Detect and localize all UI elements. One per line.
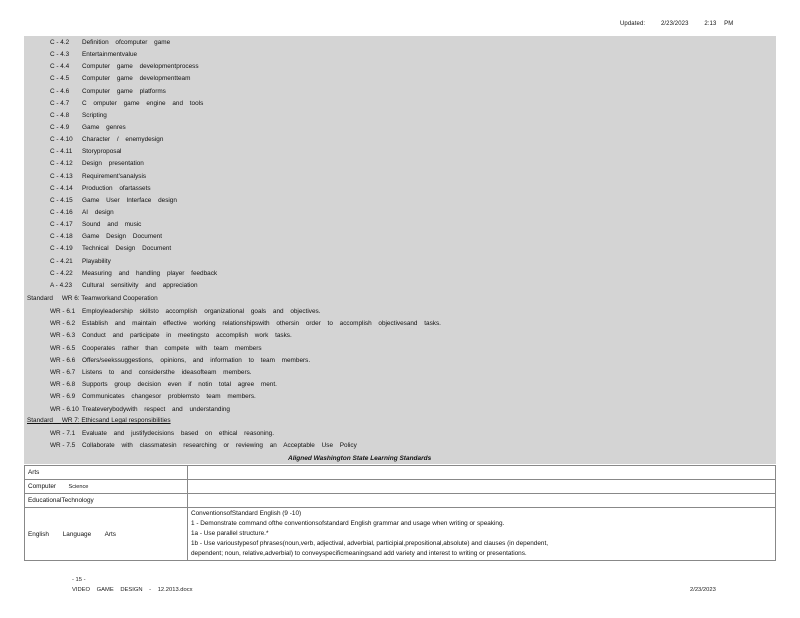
item-code: WR - 7.1 [50, 430, 76, 437]
item-code: WR - 6.5 [50, 344, 76, 352]
item-code: A - 4.23 [50, 281, 73, 289]
item-code: WR - 6.2 [50, 320, 76, 328]
list-item [42, 281, 198, 290]
item-code: C - 4.22 [50, 269, 73, 277]
updated-date: 2/23/2023 [660, 21, 689, 27]
list-item [42, 307, 321, 316]
subject-ela: English Language Arts [25, 508, 188, 561]
footer-document-name: VIDEO GAME DESIGN - 12.2013.docx [72, 587, 193, 593]
item-code: C - 4.17 [50, 221, 73, 229]
subject-edtech: EducationalTechnology [25, 494, 188, 508]
list-item [42, 368, 252, 377]
table-row [25, 466, 776, 480]
list-item [42, 184, 151, 193]
item-text: Sound and music [82, 221, 142, 229]
item-text: Cooperates rather than compete with team members [82, 344, 262, 352]
item-code: C - 4.12 [50, 160, 73, 168]
item-text: Game genres [82, 123, 126, 131]
list-item [42, 356, 310, 365]
item-text: Cultural sensitivity and appreciation [82, 281, 198, 289]
item-code: WR - 7.5 [50, 442, 76, 450]
list-item [42, 331, 292, 340]
item-code: C - 4.16 [50, 208, 73, 216]
item-code: WR - 6.9 [50, 393, 76, 401]
item-code: C - 4.6 [50, 87, 70, 95]
item-text: Measuring and handling player feedback [82, 269, 218, 277]
list-item [42, 196, 177, 205]
list-item [42, 123, 126, 132]
list-item [42, 50, 137, 59]
item-code: C - 4.14 [50, 184, 73, 192]
list-item [42, 159, 144, 168]
subject-cs-detail [188, 480, 776, 494]
item-code: C - 4.13 [50, 172, 73, 180]
item-text: Technical Design Document [82, 245, 172, 253]
list-item [42, 441, 357, 450]
standard-7-heading: Standard WR 7: Ethicsand Legal responsibilities [27, 417, 171, 424]
item-text: Playability [82, 257, 111, 265]
item-code: C - 4.19 [50, 245, 73, 253]
item-code: C - 4.7 [50, 99, 70, 107]
item-text: AI design [82, 208, 114, 216]
list-item [42, 269, 217, 278]
list-item [42, 380, 277, 389]
item-text: Production ofartassets [82, 184, 151, 192]
item-code: WR - 6.10 [50, 405, 79, 413]
subject-edtech-detail [188, 494, 776, 508]
list-item [42, 208, 114, 217]
ela-line: 1b - Use varioustypesof phrases(noun,verb, adjectival, adverbial, participial,prepositional,absolute) and clauses (in dependent, [191, 540, 549, 547]
item-text: Conduct and participate in meetingsto accomplish work tasks. [82, 332, 292, 340]
item-code: WR - 6.1 [50, 308, 76, 315]
list-item [42, 244, 171, 253]
item-code: C - 4.8 [50, 111, 70, 119]
item-code: C - 4.10 [50, 136, 73, 144]
list-item [42, 392, 256, 401]
list-item [42, 257, 111, 266]
ela-line: ConventionsofStandard English (9 -10) [191, 510, 302, 517]
list-item [42, 62, 199, 71]
list-item [42, 344, 262, 353]
updated-ampm: PM [724, 21, 734, 27]
item-text: Game Design Document [82, 233, 162, 241]
subjects-table [24, 465, 776, 561]
subject-arts-detail [188, 466, 776, 480]
list-item [42, 111, 107, 120]
item-text: Design presentation [82, 160, 144, 168]
item-code: WR - 6.6 [50, 356, 76, 364]
item-text: Evaluate and justifydecisions based on ethical reasoning. [82, 430, 275, 437]
item-code: C - 4.11 [50, 148, 73, 156]
item-code: C - 4.3 [50, 51, 70, 59]
subject-arts: Arts [25, 466, 188, 480]
item-text: Definition ofcomputer game [82, 39, 171, 46]
item-text: Computer game developmentprocess [82, 63, 199, 71]
item-text: Entertainmentvalue [82, 51, 138, 59]
item-text: Requirement'sanalysis [82, 172, 147, 180]
list-item [42, 429, 274, 438]
list-item [42, 87, 166, 96]
list-item [42, 232, 162, 241]
item-text: Collaborate with classmatesin researching or reviewing an Acceptable Use Policy [82, 442, 357, 450]
list-item [42, 74, 190, 83]
item-text: Computer game developmentteam [82, 75, 191, 83]
item-code: WR - 6.7 [50, 369, 76, 376]
item-text: Employleadership skillsto accomplish organizational goals and objectives. [82, 308, 321, 315]
item-text: Storyproposal [82, 148, 122, 156]
item-code: C - 4.18 [50, 233, 73, 241]
item-text: Communicates changesor problemsto team members. [82, 393, 256, 401]
table-row [25, 508, 776, 561]
list-item [42, 38, 170, 47]
list-item [42, 319, 441, 328]
item-code: C - 4.2 [50, 39, 70, 46]
item-text: Establish and maintain effective working relationshipswith othersin order to accomplish objectivesand tasks. [82, 320, 441, 328]
item-text: Supports group decision even if notin total agree ment. [82, 381, 277, 389]
item-text: Listens to and considersthe ideasofteam members. [82, 369, 252, 376]
item-text: Scripting [82, 111, 107, 119]
item-text: Character / enemydesign [82, 136, 164, 144]
subject-ela-detail [188, 508, 776, 561]
standard-6-heading: Standard WR 6: Teamworkand Cooperation [27, 295, 158, 302]
item-code: C - 4.5 [50, 75, 70, 83]
table-row [25, 480, 776, 494]
updated-header [620, 21, 747, 27]
item-code: C - 4.21 [50, 257, 73, 265]
subject-computer-science: Computer Science [25, 480, 188, 494]
list-item [42, 135, 163, 144]
list-item [42, 99, 203, 108]
item-code: WR - 6.8 [50, 381, 76, 389]
list-item [42, 405, 230, 414]
aligned-standards-heading: Aligned Washington State Learning Standards [288, 455, 432, 462]
item-text: Game User Interface design [82, 196, 177, 204]
list-item [42, 220, 141, 229]
list-item [42, 147, 121, 156]
item-code: C - 4.4 [50, 63, 70, 71]
ela-line: 1 - Demonstrate command ofthe conventionsofstandard English grammar and usage when writing or speaking. [191, 520, 505, 527]
table-row [25, 494, 776, 508]
ela-line: 1a - Use parallel structure.* [191, 530, 269, 537]
item-code: WR - 6.3 [50, 332, 76, 340]
item-text: Offers/seekssuggestions, opinions, and information to team members. [82, 356, 311, 364]
ela-line: dependent; noun, relative,adverbial) to conveyspecificmeaningsand add variety and interest to writing or presentations. [191, 550, 527, 557]
footer-page-number: - 15 - [72, 577, 86, 583]
updated-time: 2:13 [704, 21, 717, 27]
item-text: Computer game platforms [82, 87, 166, 95]
item-text: Treateverybodywith respect and understanding [82, 405, 230, 413]
footer-date: 2/23/2023 [690, 587, 716, 593]
updated-label: Updated: [620, 21, 646, 27]
item-text: C omputer game engine and tools [82, 99, 204, 107]
item-code: C - 4.9 [50, 123, 70, 131]
list-item [42, 172, 146, 181]
item-code: C - 4.15 [50, 196, 73, 204]
